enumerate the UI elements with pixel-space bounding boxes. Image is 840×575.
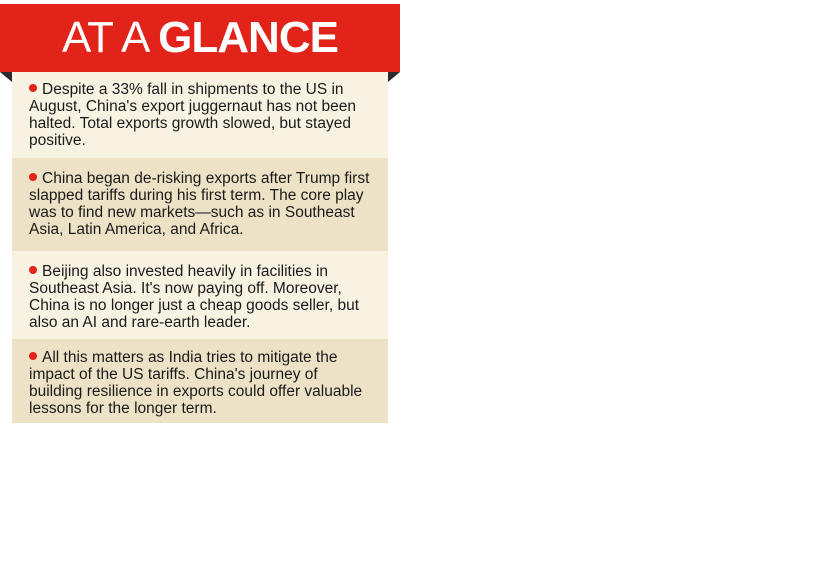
glance-list bbox=[12, 72, 388, 423]
ribbon-fold-right bbox=[388, 72, 400, 82]
list-item bbox=[12, 72, 388, 158]
red-dot-icon bbox=[29, 84, 37, 92]
panel-title bbox=[0, 10, 400, 66]
list-item-text: Beijing also invested heavily in facilities in Southeast Asia. It's now paying off. Moreover, China is no longer just a cheap goods seller, but also an AI and rare-earth leader. bbox=[29, 263, 360, 331]
red-dot-icon bbox=[29, 352, 37, 360]
ribbon-fold-left bbox=[0, 72, 12, 82]
red-dot-icon bbox=[29, 266, 37, 274]
red-dot-icon bbox=[29, 173, 37, 181]
list-item bbox=[12, 251, 388, 339]
list-item bbox=[12, 158, 388, 251]
list-item-text: All this matters as India tries to mitigate the impact of the US tariffs. China's journey of building resilience in exports could offer valuable lessons for the longer term. bbox=[29, 349, 363, 417]
at-a-glance-panel bbox=[0, 0, 400, 422]
list-item-text: China began de-risking exports after Trump first slapped tariffs during his first term. The core play was to find new markets—such as in Southeast Asia, Latin America, and Africa. bbox=[29, 170, 370, 238]
title-bold-part: GLANCE bbox=[158, 13, 338, 62]
list-item bbox=[12, 339, 388, 423]
panel-header bbox=[0, 4, 400, 72]
list-item-text: Despite a 33% fall in shipments to the US in August, China's export juggernaut has not been halted. Total exports growth slowed, but stayed positive. bbox=[29, 81, 356, 149]
title-light-part: AT A bbox=[62, 13, 147, 62]
